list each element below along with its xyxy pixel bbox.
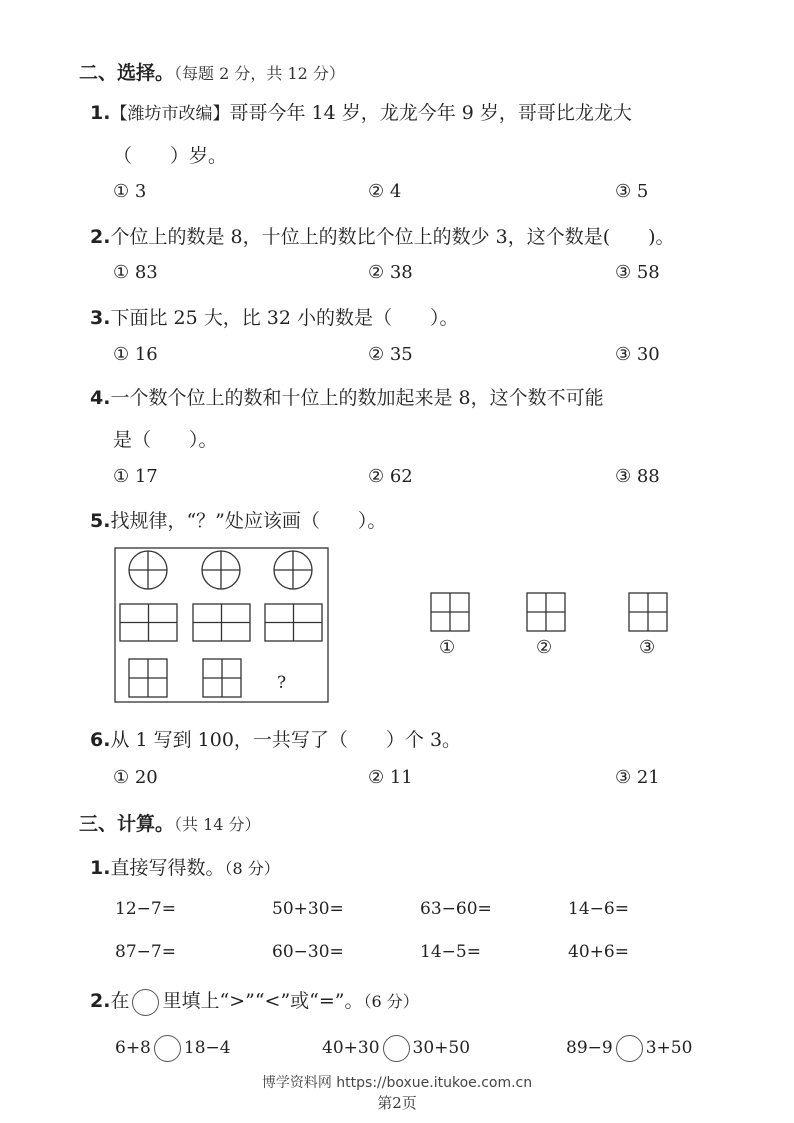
section-3-title: 三、计算。 [79, 813, 175, 835]
unknown-mark: ? [277, 673, 287, 693]
question-text: 从 1 写到 100，一共写了（ ）个 3。 [110, 729, 462, 751]
calc-item[interactable]: 14−5= [420, 942, 481, 962]
option-1[interactable]: ① 83 [113, 262, 158, 283]
choice-3-label[interactable]: ③ [639, 637, 656, 658]
circle-cross-icon [202, 551, 240, 589]
calc-item[interactable]: 63−60= [420, 899, 492, 919]
compare-item [566, 1035, 692, 1062]
rectangle-cross-icon [120, 604, 177, 641]
question-number: 3. [90, 307, 111, 329]
page-number: 第2页 [377, 1094, 417, 1112]
question-points: （6 分） [363, 992, 419, 1011]
compare-item [322, 1035, 470, 1062]
question-number: 1. [90, 857, 111, 879]
choice-1-figure[interactable] [431, 593, 469, 631]
section-2-title: 二、选择。 [79, 62, 175, 84]
compare-left: 6+8 [115, 1038, 151, 1058]
question-text-before: 在 [110, 990, 130, 1012]
question-number: 2. [90, 226, 111, 248]
question-number: 2. [90, 990, 111, 1012]
square-cross-icon [203, 659, 241, 697]
compare-left: 89−9 [566, 1038, 613, 1058]
question-4-line-2: 是（ ）。 [113, 429, 218, 451]
section-2-note: （每题 2 分，共 12 分） [174, 64, 345, 83]
option-3[interactable]: ③ 88 [615, 466, 660, 487]
question-text: 一个数个位上的数和十位上的数加起来是 8，这个数不可能 [110, 387, 604, 409]
question-text: 找规律，“？”处应该画（ ）。 [110, 510, 387, 532]
option-2[interactable]: ② 11 [368, 767, 413, 788]
option-2[interactable]: ② 4 [368, 181, 402, 202]
option-2[interactable]: ② 35 [368, 344, 413, 365]
option-1[interactable]: ① 17 [113, 466, 158, 487]
calc-item[interactable]: 40+6= [568, 942, 629, 962]
choice-3-figure[interactable] [629, 593, 667, 631]
calc-item[interactable]: 60−30= [272, 942, 344, 962]
option-2[interactable]: ② 62 [368, 466, 413, 487]
question-text: 下面比 25 大，比 32 小的数是（ ）。 [110, 307, 459, 329]
question-text: 哥哥今年 14 岁，龙龙今年 9 岁，哥哥比龙龙大 [229, 102, 632, 124]
option-3[interactable]: ③ 5 [615, 181, 649, 202]
compare-left: 40+30 [322, 1038, 380, 1058]
circle-cross-icon [129, 551, 167, 589]
option-3[interactable]: ③ 21 [615, 767, 660, 788]
question-1-line-2: （ ）岁。 [113, 145, 228, 167]
choice-2-label[interactable]: ② [536, 637, 553, 658]
square-cross-icon [129, 659, 167, 697]
question-text: 直接写得数。 [110, 857, 225, 879]
calc-item[interactable]: 12−7= [115, 899, 176, 919]
question-6 [90, 725, 461, 752]
question-number: 4. [90, 387, 111, 409]
option-1[interactable]: ① 20 [113, 767, 158, 788]
circle-cross-icon [274, 551, 312, 589]
option-2[interactable]: ② 38 [368, 262, 413, 283]
compare-item [115, 1035, 231, 1062]
question-number: 6. [90, 729, 111, 751]
question-number: 5. [90, 510, 111, 532]
question-text-after: 里填上“>”“<”或“=”。 [162, 990, 364, 1012]
rectangle-cross-icon [265, 604, 322, 641]
compare-answer-circle[interactable] [154, 1035, 181, 1062]
section-3-header [79, 809, 261, 836]
option-3[interactable]: ③ 30 [615, 344, 660, 365]
compare-answer-circle[interactable] [383, 1035, 410, 1062]
calc-item[interactable]: 87−7= [115, 942, 176, 962]
question-text: 个位上的数是 8，十位上的数比个位上的数少 3，这个数是( )。 [110, 226, 675, 248]
calc-item[interactable]: 14−6= [568, 899, 629, 919]
calc-question-2 [90, 986, 419, 1016]
compare-right: 3+50 [645, 1038, 693, 1058]
compare-answer-circle[interactable] [616, 1035, 643, 1062]
calc-item[interactable]: 50+30= [272, 899, 344, 919]
option-3[interactable]: ③ 58 [615, 262, 660, 283]
footer-watermark: 博学资料网 https://boxue.itukoe.com.cn [261, 1075, 533, 1091]
compare-circle-icon [132, 989, 159, 1016]
section-3-note: （共 14 分） [174, 815, 261, 834]
question-source: 【潍坊市改编】 [110, 104, 230, 124]
question-number: 1. [90, 102, 111, 124]
calc-question-1 [90, 853, 280, 880]
option-1[interactable]: ① 3 [113, 181, 147, 202]
option-1[interactable]: ① 16 [113, 344, 158, 365]
compare-right: 30+50 [412, 1038, 471, 1058]
question-points: （8 分） [224, 859, 280, 878]
compare-right: 18−4 [183, 1038, 231, 1058]
rectangle-cross-icon [193, 604, 250, 641]
choice-1-label[interactable]: ① [439, 637, 456, 658]
choice-2-figure[interactable] [527, 593, 565, 631]
